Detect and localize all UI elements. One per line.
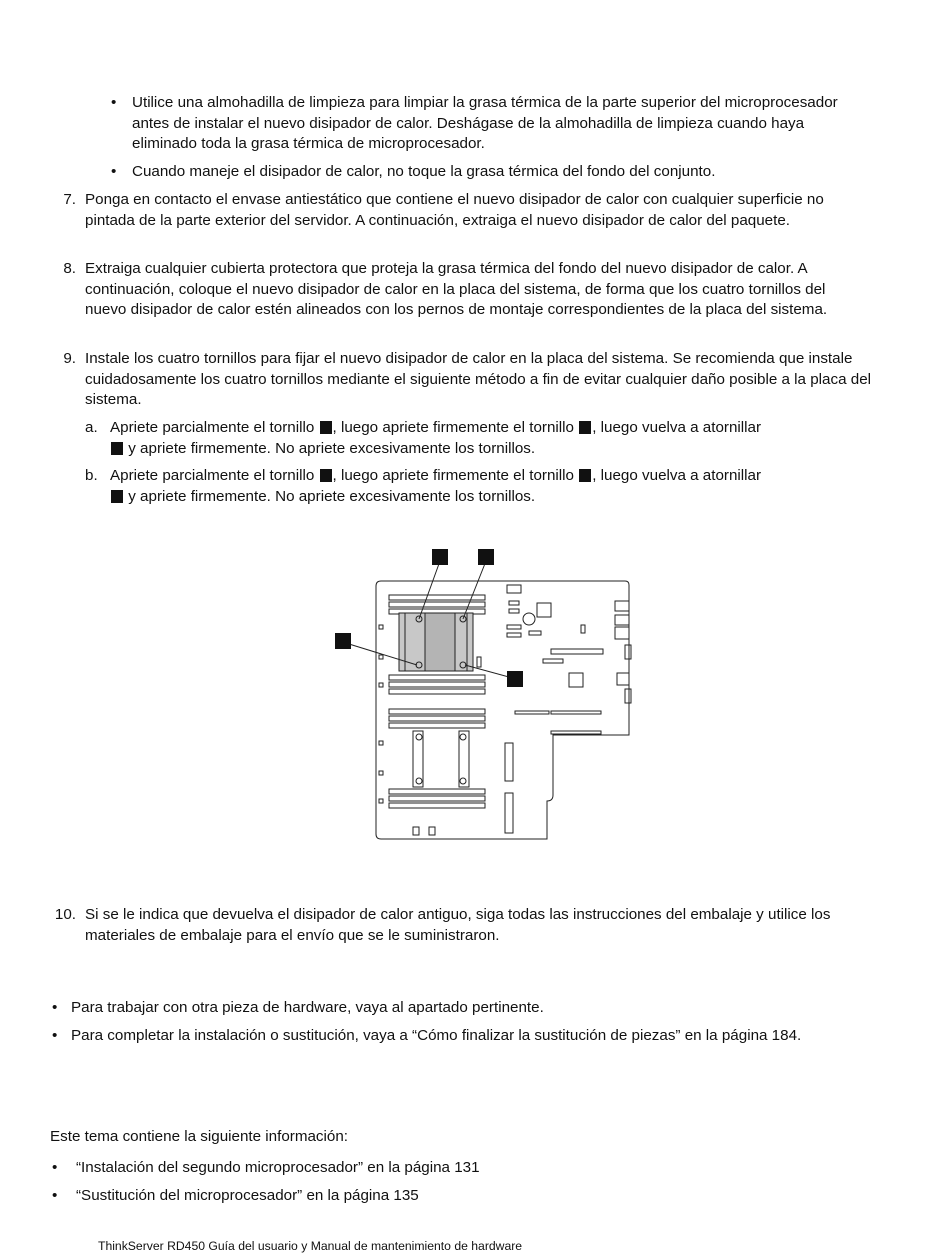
- bullet-text: Cuando maneje el disipador de calor, no toque la grasa térmica del fondo del conjunto.: [132, 163, 716, 180]
- substep-text-part: , luego apriete firmemente el tornillo: [332, 467, 574, 484]
- topic-link[interactable]: “Instalación del segundo microprocesador” en la página 131: [76, 1159, 480, 1176]
- bullet-text: Para trabajar con otra pieza de hardware, vaya al apartado pertinente.: [71, 999, 544, 1016]
- step-text: Ponga en contacto el envase antiestático que contiene el nuevo disipador de calor con cualquier superficie no pintada de la parte exterior del servidor. A continuación, extraiga el nuevo disipador de calor del paquete.: [85, 191, 824, 229]
- substep-text-part: Apriete parcialmente el tornillo: [110, 419, 315, 436]
- substep-text-part: y apriete firmemente. No apriete excesivamente los tornillos.: [128, 439, 536, 457]
- bullet-text: Para completar la instalación o sustitución, vaya a “Cómo finalizar la sustitución de piezas” en la página 184.: [71, 1027, 802, 1044]
- callout-marker: [320, 469, 332, 482]
- substep-text-part: y apriete firmemente. No apriete excesivamente los tornillos.: [128, 487, 536, 505]
- topic-intro: Este tema contiene la siguiente información:: [50, 1128, 349, 1145]
- substep-letter: b.: [85, 467, 98, 484]
- bullet-dot: •: [52, 1187, 58, 1204]
- step-number: 9.: [63, 350, 76, 367]
- substep-text: [110, 466, 880, 507]
- topic-link[interactable]: “Sustitución del microprocesador” en la página 135: [76, 1187, 419, 1204]
- callout-marker: [111, 442, 123, 455]
- bullet-dot: •: [52, 1027, 58, 1044]
- callout-marker: [579, 469, 591, 482]
- substep-letter: a.: [85, 419, 98, 436]
- callout-marker: [579, 421, 591, 434]
- callout-marker: [111, 490, 123, 503]
- step-number: 7.: [63, 191, 76, 208]
- callout-marker: [320, 421, 332, 434]
- step-number: 8.: [63, 260, 76, 277]
- step-text: Instale los cuatro tornillos para fijar el nuevo disipador de calor en la placa del sistema. Se recomienda que instale cuidadosamente los cuatro tornillos mediante el siguiente método a fin de evitar cualquier daño posible a la placa del sistema.: [85, 350, 872, 408]
- step-text: Extraiga cualquier cubierta protectora que proteja la grasa térmica del fondo del nuevo disipador de calor. A continuación, coloque el nuevo disipador de calor en la placa del sistema, de forma que los cuatro tornillos del nuevo disipador de calor estén alineados con los pernos de montaje correspondientes de la placa del sistema.: [85, 260, 828, 318]
- step-text: Si se le indica que devuelva el disipador de calor antiguo, siga todas las instrucciones del embalaje y utilice los materiales de embalaje para el envío que se le suministraron.: [85, 906, 831, 944]
- substep-text-part: , luego vuelva a atornillar: [592, 467, 762, 484]
- substep-text-part: Apriete parcialmente el tornillo: [110, 467, 315, 484]
- substep-text: [110, 418, 880, 459]
- bullet-dot: •: [52, 1159, 58, 1176]
- callout-marker: [507, 671, 523, 687]
- footer-title: ThinkServer RD450 Guía del usuario y Manual de mantenimiento de hardware: [98, 1239, 523, 1253]
- bullet-text: Utilice una almohadilla de limpieza para limpiar la grasa térmica de la parte superior del microprocesador antes de instalar el nuevo disipador de calor. Deshágase de la almohadilla de limpieza cuando haya eliminado toda la grasa térmica de microprocesador.: [132, 94, 838, 152]
- callout-marker: [432, 549, 448, 565]
- substep-text-part: , luego vuelva a atornillar: [592, 419, 762, 436]
- bullet-dot: •: [52, 999, 58, 1016]
- step-number: 10.: [54, 906, 76, 923]
- callout-marker: [335, 633, 351, 649]
- system-board-diagram: [333, 545, 633, 845]
- substep-text-part: , luego apriete firmemente el tornillo: [332, 419, 574, 436]
- page-footer: [98, 1239, 522, 1254]
- callout-marker: [478, 549, 494, 565]
- bullet-dot: •: [111, 163, 117, 180]
- bullet-dot: •: [111, 94, 117, 111]
